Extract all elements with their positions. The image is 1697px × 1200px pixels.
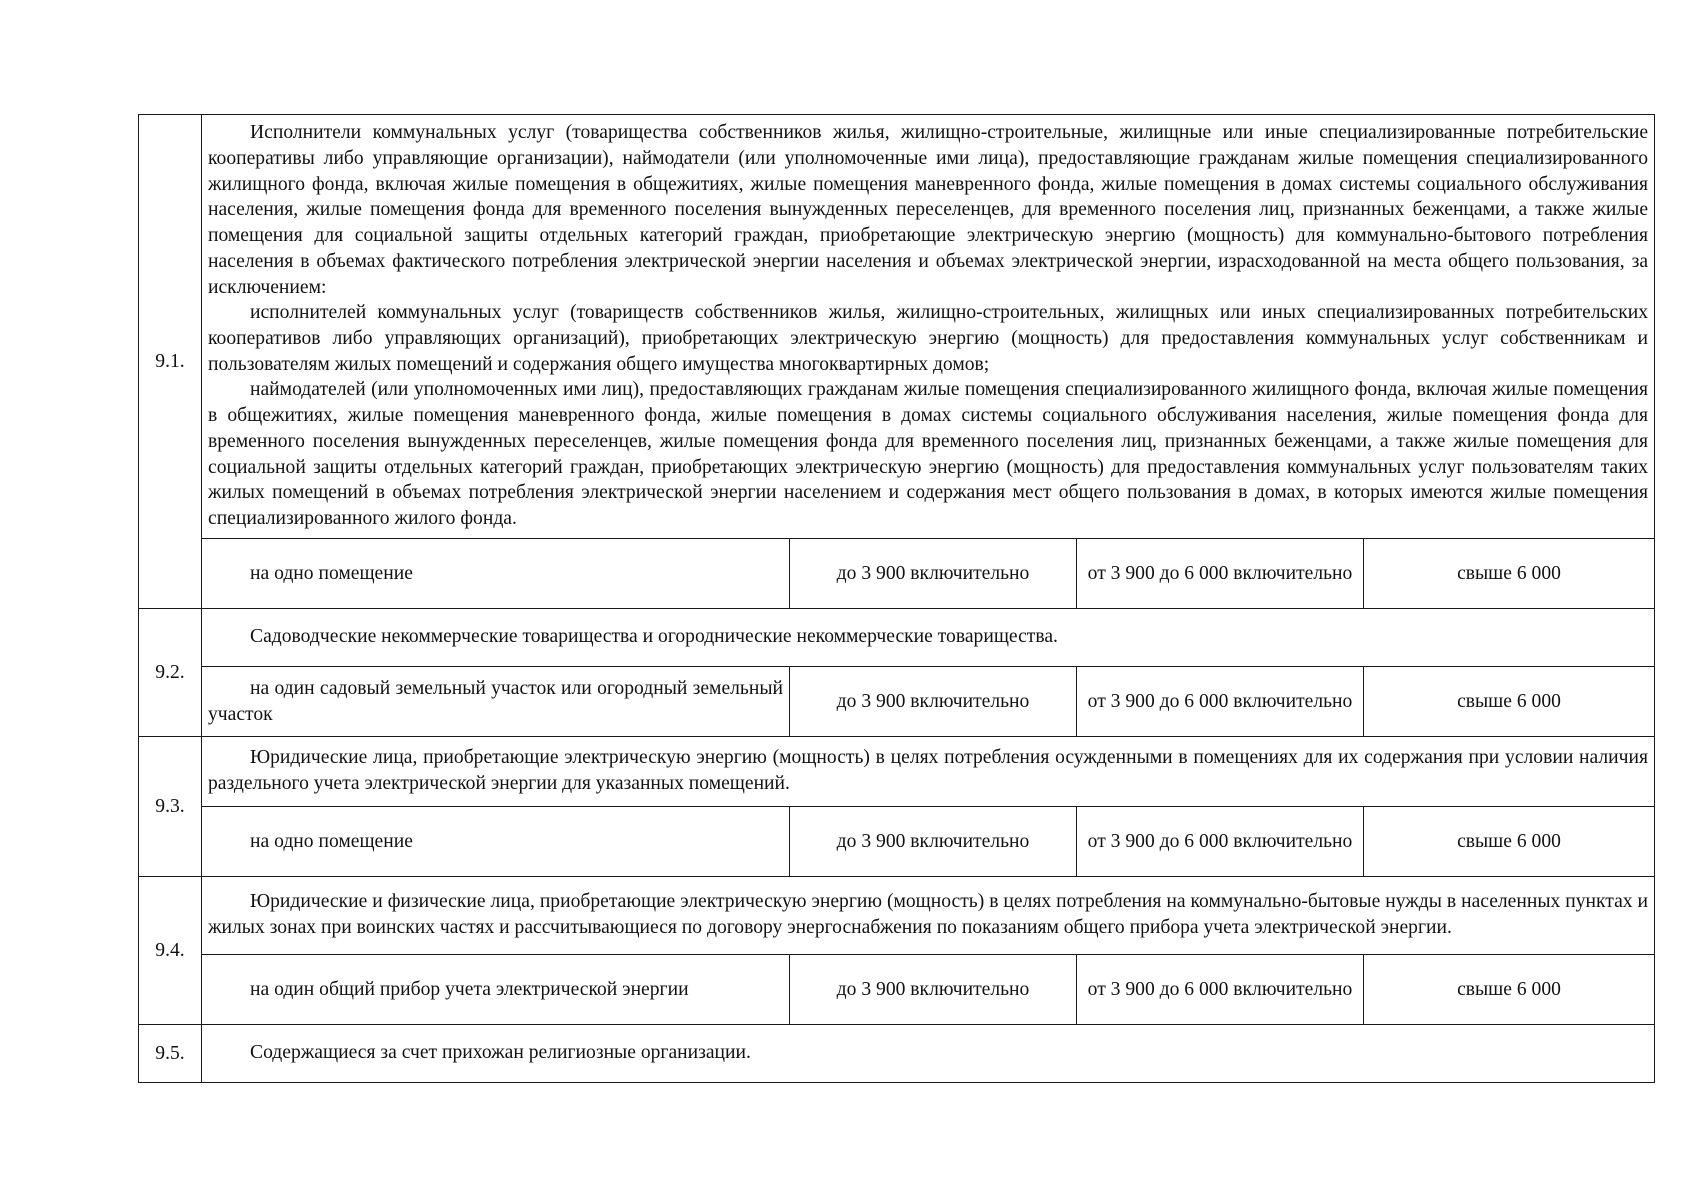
range-mid-cell (1077, 955, 1364, 1025)
row-number: 9.1. (139, 115, 202, 609)
range-high-text: свыше 6 000 (1457, 562, 1561, 584)
range-low-text: до 3 900 включительно (836, 690, 1030, 712)
description-paragraph: Исполнители коммунальных услуг (товарищества собственников жилья, жилищно-строительные, жилищные или иные специализированные потребительские кооперативы либо управляющие организации), наймодатели (или уполномоченные ими лица), предоставляющие гражданам жилые помещения специализированного жилищного фонда, включая жилые помещения в общежитиях, жилые помещения маневренного фонда, жилые помещения в домах системы социального обслуживания населения, жилые помещения фонда для временного поселения вынужденных переселенцев, для временного поселения лиц, признанных беженцами, а также жилые помещения для социальной защиты отдельных категорий граждан, приобретающие электрическую энергию (мощность) для коммунально-бытового потребления населения в объемах фактического потребления электрической энергии населения и объемах электрической энергии, израсходованной на места общего пользования, за исключением: (208, 122, 1649, 298)
row-description (202, 1025, 1655, 1083)
range-high-text: свыше 6 000 (1457, 690, 1561, 712)
range-mid-text: от 3 900 до 6 000 включительно (1087, 690, 1353, 712)
table-row (139, 115, 1655, 539)
range-mid-cell (1077, 807, 1364, 877)
range-mid-cell (1077, 539, 1364, 609)
unit-text: на один общий прибор учета электрической энергии (250, 978, 689, 1000)
row-description (202, 115, 1655, 539)
unit-cell (202, 667, 790, 737)
range-low-text: до 3 900 включительно (836, 830, 1030, 852)
description-paragraph: Юридические лица, приобретающие электрическую энергию (мощность) в целях потребления осужденными в помещениях для их содержания при условии наличия раздельного учета электрической энергии для указанных помещений. (208, 747, 1649, 794)
table-subrow (139, 807, 1655, 877)
tariff-consumer-table (138, 114, 1655, 1083)
row-number: 9.2. (139, 609, 202, 737)
description-paragraph: Юридические и физические лица, приобретающие электрическую энергию (мощность) в целях потребления на коммунально-бытовые нужды в населенных пунктах и жилых зонах при воинских частях и рассчитывающиеся по договору энергоснабжения по показаниям общего прибора учета электрической энергии. (208, 891, 1649, 938)
range-low-cell (790, 807, 1077, 877)
description-paragraph: наймодателей (или уполномоченных ими лиц), предоставляющих гражданам жилые помещения специализированного жилищного фонда, включая жилые помещения в общежитиях, жилые помещения маневренного фонда, жилые помещения в домах системы социального обслуживания населения, жилые помещения фонда для временного поселения вынужденных переселенцев, жилые помещения фонда для временного поселения лиц, признанных беженцами, а также жилые помещения для социальной защиты отдельных категорий граждан, приобретающих электрическую энергию (мощность) для предоставления коммунальных услуг пользователям таких жилых помещений в объемах потребления электрической энергии населением и содержания мест общего пользования в домах, в которых имеются жилые помещения специализированного жилого фонда. (208, 379, 1649, 529)
row-description (202, 737, 1655, 807)
document-page (138, 114, 1654, 1083)
range-high-cell (1364, 955, 1655, 1025)
unit-text: на одно помещение (250, 830, 413, 852)
range-high-cell (1364, 539, 1655, 609)
range-high-cell (1364, 667, 1655, 737)
row-description (202, 877, 1655, 955)
range-high-text: свыше 6 000 (1457, 830, 1561, 852)
table-row (139, 609, 1655, 667)
unit-cell (202, 539, 790, 609)
row-number: 9.4. (139, 877, 202, 1025)
table-row (139, 877, 1655, 955)
range-mid-text: от 3 900 до 6 000 включительно (1087, 562, 1353, 584)
row-number: 9.5. (139, 1025, 202, 1083)
unit-cell (202, 955, 790, 1025)
range-low-cell (790, 955, 1077, 1025)
range-high-cell (1364, 807, 1655, 877)
range-low-cell (790, 667, 1077, 737)
range-low-cell (790, 539, 1077, 609)
range-low-text: до 3 900 включительно (836, 562, 1030, 584)
range-high-text: свыше 6 000 (1457, 978, 1561, 1000)
table-row (139, 737, 1655, 807)
range-mid-cell (1077, 667, 1364, 737)
unit-text: на один садовый земельный участок или огородный земельный участок (208, 677, 783, 725)
description-paragraph: Содержащиеся за счет прихожан религиозные организации. (250, 1042, 751, 1064)
unit-cell (202, 807, 790, 877)
table-row (139, 1025, 1655, 1083)
row-description (202, 609, 1655, 667)
range-mid-text: от 3 900 до 6 000 включительно (1087, 978, 1353, 1000)
table-subrow (139, 955, 1655, 1025)
range-mid-text: от 3 900 до 6 000 включительно (1087, 830, 1353, 852)
description-paragraph: Садоводческие некоммерческие товарищества и огороднические некоммерческие товарищества. (250, 626, 1058, 648)
unit-text: на одно помещение (250, 562, 413, 584)
table-subrow (139, 667, 1655, 737)
table-subrow (139, 539, 1655, 609)
row-number: 9.3. (139, 737, 202, 877)
range-low-text: до 3 900 включительно (836, 978, 1030, 1000)
description-paragraph: исполнителей коммунальных услуг (товариществ собственников жилья, жилищно-строительных, жилищных или иных специализированных потребительских кооперативов либо управляющих организаций), приобретающих электрическую энергию (мощность) для предоставления коммунальных услуг собственникам и пользователям жилых помещений и содержания общего имущества многоквартирных домов; (208, 302, 1649, 375)
